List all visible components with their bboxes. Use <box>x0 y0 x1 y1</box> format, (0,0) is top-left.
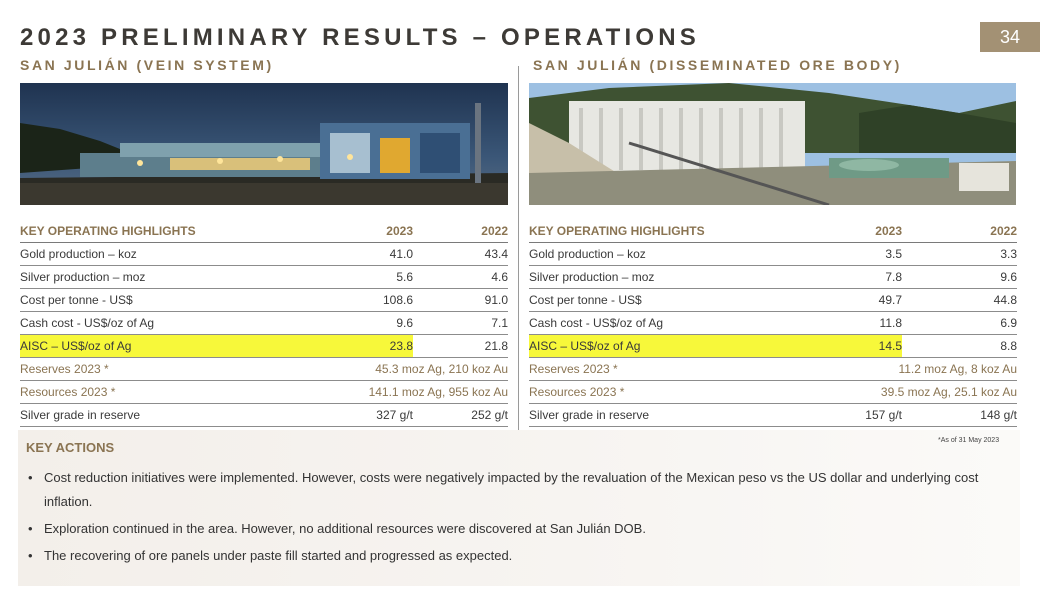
value-2022: 91.0 <box>413 289 508 312</box>
row-label: Cost per tonne - US$ <box>529 289 829 312</box>
right-section-subtitle: SAN JULIÁN (DISSEMINATED ORE BODY) <box>533 57 902 73</box>
row-label: Silver grade in reserve <box>529 404 829 427</box>
table-row-resources <box>20 381 508 404</box>
row-label: Resources 2023 * <box>529 381 829 404</box>
bullet-icon: • <box>28 470 33 485</box>
row-label: Cash cost - US$/oz of Ag <box>20 312 320 335</box>
row-label: Reserves 2023 * <box>529 358 829 381</box>
action-text: The recovering of ore panels under paste fill started and progressed as expected. <box>44 548 513 563</box>
value-2023: 23.8 <box>320 335 413 358</box>
left-section-subtitle: SAN JULIÁN (VEIN SYSTEM) <box>20 57 274 73</box>
value-2022: 6.9 <box>902 312 1017 335</box>
value-2022: 148 g/t <box>902 404 1017 427</box>
row-label: Gold production – koz <box>20 243 320 266</box>
row-label: Cash cost - US$/oz of Ag <box>529 312 829 335</box>
column-header-2023: 2023 <box>320 220 413 243</box>
row-label: Silver production – moz <box>20 266 320 289</box>
value-2023: 14.5 <box>829 335 902 358</box>
value-2023: 41.0 <box>320 243 413 266</box>
column-header-2022: 2022 <box>413 220 508 243</box>
value-2022: 252 g/t <box>413 404 508 427</box>
value-2022: 44.8 <box>902 289 1017 312</box>
section-divider <box>518 66 519 430</box>
table-header-row <box>20 220 508 243</box>
row-label: Gold production – koz <box>529 243 829 266</box>
value-2022: 3.3 <box>902 243 1017 266</box>
key-actions-list <box>26 466 1006 571</box>
key-actions-title: KEY ACTIONS <box>26 440 115 455</box>
page-number-badge: 34 <box>980 22 1040 52</box>
disseminated-ore-body-highlights-table <box>529 220 1017 427</box>
row-label: Silver grade in reserve <box>20 404 320 427</box>
value-2022: 4.6 <box>413 266 508 289</box>
row-label: Reserves 2023 * <box>20 358 320 381</box>
table-row-reserves <box>529 358 1017 381</box>
as-of-footnote: *As of 31 May 2023 <box>938 437 1000 444</box>
value-2023: 108.6 <box>320 289 413 312</box>
value-2023: 327 g/t <box>320 404 413 427</box>
reserves-value: 45.3 moz Ag, 210 koz Au <box>320 358 508 381</box>
row-label: AISC – US$/oz of Ag <box>529 335 829 358</box>
table-row-grade <box>529 404 1017 427</box>
vein-system-plant-photo <box>20 83 508 205</box>
disseminated-ore-body-plant-photo <box>529 83 1016 205</box>
value-2022: 43.4 <box>413 243 508 266</box>
value-2023: 5.6 <box>320 266 413 289</box>
value-2023: 7.8 <box>829 266 902 289</box>
value-2022: 21.8 <box>413 335 508 358</box>
value-2022: 8.8 <box>902 335 1017 358</box>
value-2023: 49.7 <box>829 289 902 312</box>
row-label: Cost per tonne - US$ <box>20 289 320 312</box>
row-label: AISC – US$/oz of Ag <box>20 335 320 358</box>
column-header-highlights: KEY OPERATING HIGHLIGHTS <box>529 220 829 243</box>
list-item <box>26 544 1006 568</box>
action-text: Cost reduction initiatives were implemented. However, costs were negatively impacted by the revaluation of the Mexican peso vs the US dollar and underlying cost inflation. <box>44 470 979 509</box>
resources-value: 39.5 moz Ag, 25.1 koz Au <box>829 381 1017 404</box>
resources-value: 141.1 moz Ag, 955 koz Au <box>320 381 508 404</box>
table-row <box>20 243 508 266</box>
table-header-row <box>529 220 1017 243</box>
list-item <box>26 517 1006 541</box>
table-row <box>20 266 508 289</box>
table-row <box>529 312 1017 335</box>
value-2023: 3.5 <box>829 243 902 266</box>
table-row <box>529 243 1017 266</box>
table-row <box>529 266 1017 289</box>
row-label: Silver production – moz <box>529 266 829 289</box>
table-row-grade <box>20 404 508 427</box>
bullet-icon: • <box>28 521 33 536</box>
table-row-aisc <box>529 335 1017 358</box>
value-2023: 11.8 <box>829 312 902 335</box>
key-actions-panel <box>18 430 1020 586</box>
table-row <box>20 289 508 312</box>
column-header-2022: 2022 <box>902 220 1017 243</box>
value-2023: 9.6 <box>320 312 413 335</box>
value-2022: 7.1 <box>413 312 508 335</box>
vein-system-highlights-table <box>20 220 508 427</box>
table-row-aisc <box>20 335 508 358</box>
table-row <box>529 289 1017 312</box>
list-item <box>26 466 1006 514</box>
reserves-value: 11.2 moz Ag, 8 koz Au <box>829 358 1017 381</box>
table-row-reserves <box>20 358 508 381</box>
table-row <box>20 312 508 335</box>
column-header-2023: 2023 <box>829 220 902 243</box>
action-text: Exploration continued in the area. However, no additional resources were discovered at San Julián DOB. <box>44 521 646 536</box>
row-label: Resources 2023 * <box>20 381 320 404</box>
value-2023: 157 g/t <box>829 404 902 427</box>
table-row-resources <box>529 381 1017 404</box>
bullet-icon: • <box>28 548 33 563</box>
page-title: 2023 PRELIMINARY RESULTS – OPERATIONS <box>20 24 700 51</box>
value-2022: 9.6 <box>902 266 1017 289</box>
column-header-highlights: KEY OPERATING HIGHLIGHTS <box>20 220 320 243</box>
